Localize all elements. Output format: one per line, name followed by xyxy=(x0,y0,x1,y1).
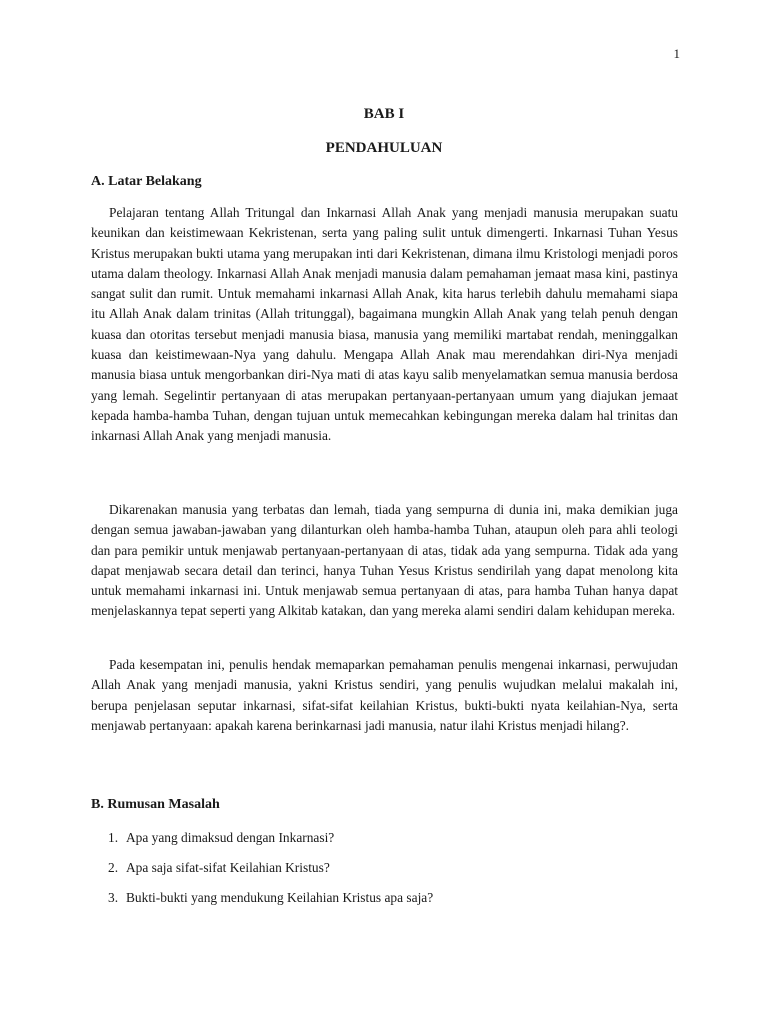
list-item xyxy=(108,828,433,858)
list-item-text: Bukti-bukti yang mendukung Keilahian Kristus apa saja? xyxy=(126,890,434,905)
list-item-number: 1. xyxy=(108,830,119,845)
chapter-number: BAB I xyxy=(363,106,405,122)
list-item-text: Apa yang dimaksud dengan Inkarnasi? xyxy=(126,830,335,845)
chapter-title: PENDAHULUAN xyxy=(325,140,443,156)
list-item-number: 3. xyxy=(108,890,119,905)
list-item-text: Apa saja sifat-sifat Keilahian Kristus? xyxy=(126,860,330,875)
page-number: 1 xyxy=(673,46,680,61)
problem-list xyxy=(108,828,433,918)
section-heading-rumusan-masalah: B. Rumusan Masalah xyxy=(91,797,220,812)
section-heading-latar-belakang: A. Latar Belakang xyxy=(91,174,202,189)
paragraph: Pada kesempatan ini, penulis hendak memaparkan pemahaman penulis mengenai inkarnasi, perwujudan Allah Anak yang menjadi manusia, yakni Kristus sendiri, yang penulis wujudkan melalui makalah ini, berupa penjelasan seputar inkarnasi, sifat-sifat keilahian Kristus, bukti-bukti nyata keilahian-Nya, serta menjawab pertanyaan: apakah karena berinkarnasi jadi manusia, natur ilahi Kristus menjadi hilang?. xyxy=(91,657,678,733)
list-item xyxy=(108,888,433,918)
paragraph: Pelajaran tentang Allah Tritungal dan Inkarnasi Allah Anak yang menjadi manusia merupakan suatu keunikan dan keistimewaan Kekristenan, serta yang paling sulit untuk dimengerti. Inkarnasi Tuhan Yesus Kristus merupakan bukti utama yang merupakan inti dari Kekristenan, dimana ilmu Kristologi menjadi poros utama dalam theology. Inkarnasi Allah Anak menjadi manusia dalam pemahaman jemaat masa kini, pastinya sangat sulit dan rumit. Untuk memahami inkarnasi Allah Anak, kita harus terlebih dahulu memahami siapa itu Allah Anak dalam trinitas (Allah tritunggal), bagaimana mungkin Allah Anak yang telah penuh dengan kuasa dan otoritas tersebut menjadi manusia biasa, manusia yang memiliki martabat rendah, meninggalkan kuasa dan keistimewaan-Nya yang dahulu. Mengapa Allah Anak mau merendahkan diri-Nya menjadi manusia biasa untuk mengorbankan diri-Nya mati di atas kayu salib menyelamatkan semua manusia berdosa yang lemah. Segelintir pertanyaan di atas merupakan pertanyaan-pertanyaan umum yang diajukan jemaat kepada hamba-hamba Tuhan, dengan tujuan untuk memecahkan kebingungan mereka dalam hal trinitas dan inkarnasi Allah Anak yang menjadi manusia. xyxy=(91,205,678,444)
paragraph: Dikarenakan manusia yang terbatas dan lemah, tiada yang sempurna di dunia ini, maka demikian juga dengan semua jawaban-jawaban yang dilanturkan oleh hamba-hamba Tuhan, ataupun oleh para ahli teologi dan para pemikir untuk menjawab pertanyaan-pertanyaan di atas, tidak ada yang sempurna. Tidak ada yang dapat menjawab secara detail dan terinci, hanya Tuhan Yesus Kristus sendirilah yang dapat menolong kita untuk memahami inkarnasi ini. Untuk menjawab semua pertanyaan di atas, para hamba Tuhan hanya dapat menjelaskannya tepat seperti yang Alkitab katakan, dan yang mereka alami sendiri dalam kehidupan mereka. xyxy=(91,502,678,619)
list-item xyxy=(108,858,433,888)
list-item-number: 2. xyxy=(108,860,119,875)
